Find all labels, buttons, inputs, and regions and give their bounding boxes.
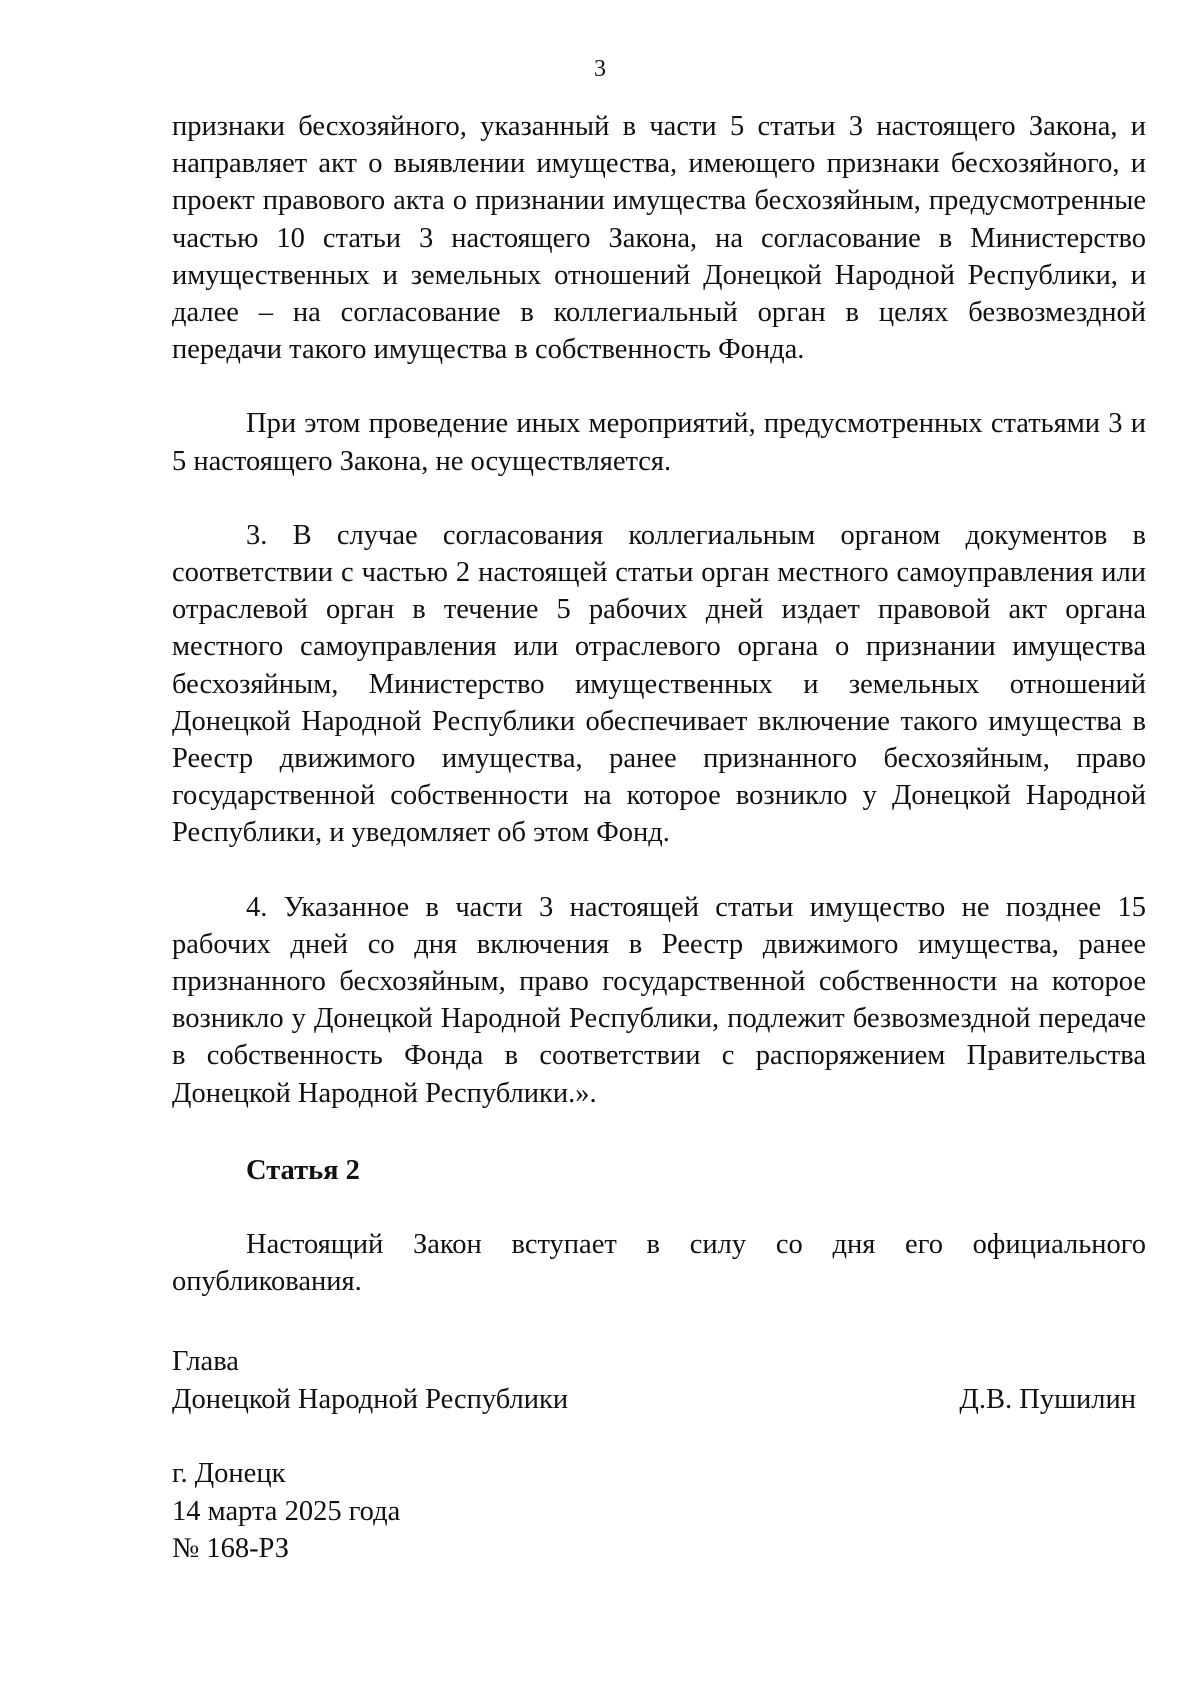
document-number: № 168-РЗ: [172, 1533, 290, 1564]
paragraph-part-3: 3. В случае согласования коллегиальным органом документов в соответствии с частью 2 настоящей статьи орган местного самоуправления или отраслевой орган в течение 5 рабочих дней издает правовой акт органа местного самоуправления или отраслевого органа о признании имущества бесхозяйным, Министерство имущественных и земельных отношений Донецкой Народной Республики обеспечивает включение такого имущества в Реестр движимого имущества, ранее признанного бесхозяйным, право государственной собственности на которое возникло у Донецкой Народной Республики, и уведомляет об этом Фонд.: [172, 519, 1146, 849]
signatory-title-line2: Донецкой Народной Республики: [172, 1383, 569, 1415]
signature-block: [172, 1343, 1136, 1418]
page-number: 3: [594, 56, 606, 82]
document-footer: [172, 1455, 400, 1568]
article-2-section: [172, 1152, 1146, 1301]
signatory-row: [172, 1381, 1136, 1419]
document-city: г. Донецк: [172, 1458, 286, 1489]
paragraph-part-4: 4. Указанное в части 3 настоящей статьи имущество не позднее 15 рабочих дней со дня включения в Реестр движимого имущества, ранее признанного бесхозяйным, право государственной собственности на которое возникло у Донецкой Народной Республики, подлежит безвозмездной передаче в собственность Фонда в соответствии с распоряжением Правительства Донецкой Народной Республики.».: [172, 891, 1146, 1109]
signatory-title-line1: Глава: [172, 1346, 239, 1377]
paragraph-continuation: признаки бесхозяйного, указанный в части 5 статьи 3 настоящего Закона, и направляет акт о выявлении имущества, имеющего признаки бесхозяйного, и проект правового акта о признании имущества бесхозяйным, предусмотренные частью 10 статьи 3 настоящего Закона, на согласование в Министерство имущественных и земельных отношений Донецкой Народной Республики, и далее – на согласование в коллегиальный орган в целях безвозмездной передачи такого имущества в собственность Фонда.: [172, 111, 1146, 366]
article-2-text: Настоящий Закон вступает в силу со дня его официального опубликования.: [172, 1229, 1146, 1298]
document-date: 14 марта 2025 года: [172, 1495, 401, 1527]
paragraph-other-measures: При этом проведение иных мероприятий, предусмотренных статьями 3 и 5 настоящего Закона, не осуществляется.: [172, 408, 1146, 477]
signatory-name: Д.В. Пушилин: [959, 1383, 1136, 1415]
article-2-heading: Статья 2: [246, 1154, 360, 1186]
law-text-body: [172, 108, 1146, 1300]
